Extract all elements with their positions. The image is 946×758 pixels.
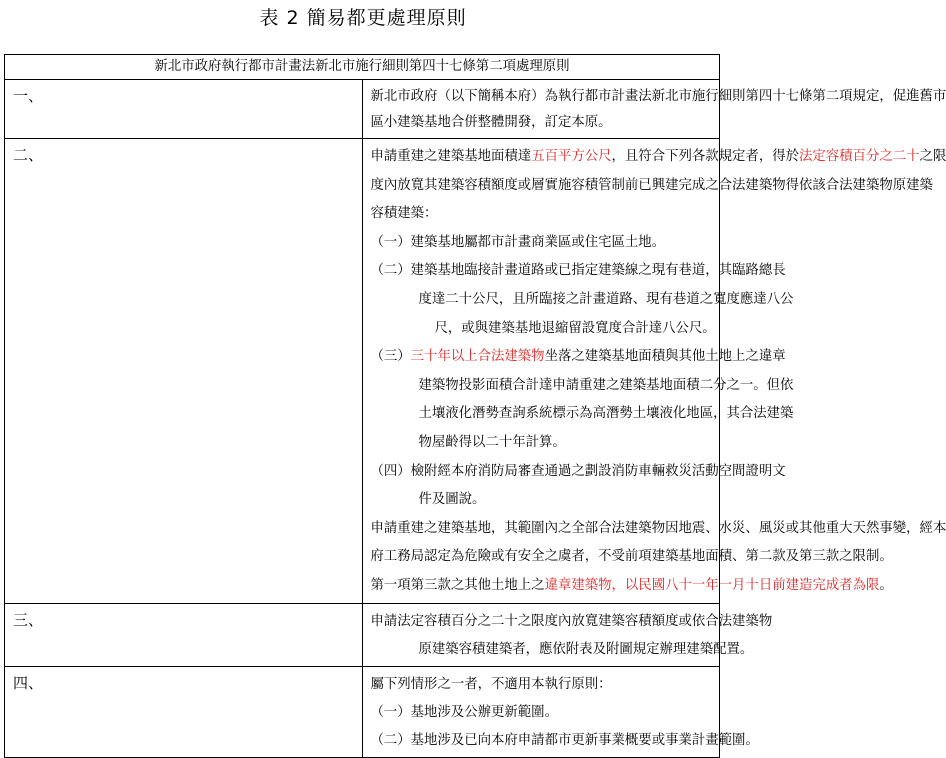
- item-4-cont: 件及圖說。: [418, 492, 486, 508]
- item-3-cont: 物屋齡得以二十年計算。: [418, 434, 566, 450]
- row-content: [362, 80, 946, 139]
- row-content: [362, 666, 759, 757]
- text-line: 原建築容積建築者，應依附表及附圖規定辦理建築配置。: [418, 641, 754, 657]
- paragraph: 申請重建之建築基地，其範圍內之全部合法建築物因地震、水災、風災或其他重大天然事變，經本: [370, 520, 946, 536]
- item-1: （一）基地涉及公辦更新範圍。: [370, 704, 558, 720]
- text-line: 區小建築基地合併整體開發，訂定本原。: [370, 115, 612, 130]
- text-line: 申請重建之建築基地面積達五百平方公尺，且符合下列各款規定者，得於法定容積百分之二十之限: [370, 149, 946, 164]
- paragraph: 第一項第三款之其他土地上之違章建築物，以民國八十一年一月十日前建造完成者為限。: [370, 577, 893, 593]
- highlight-text: 五百平方公尺: [531, 149, 612, 164]
- row-content: [362, 139, 946, 604]
- table-row: [5, 666, 720, 757]
- item-2: （二）建築基地臨接計畫道路或已指定建築線之現有巷道，其臨路總長: [370, 263, 786, 279]
- page-title: 表 2 簡易都更處理原則: [259, 7, 467, 29]
- table-header-row: [5, 55, 720, 80]
- item-3-cont: 建築物投影面積合計達申請重建之建築基地面積二分之一。但依: [418, 377, 794, 393]
- item-2: （二）基地涉及已向本府申請都市更新事業概要或事業計畫範圍。: [370, 732, 759, 748]
- row-number: 三、: [5, 603, 363, 666]
- table-row: [5, 80, 720, 139]
- table-row: [5, 603, 720, 666]
- item-3-cont: 土壤液化潛勢查詢系統標示為高潛勢土壤液化地區，其合法建築: [418, 406, 794, 422]
- principles-table: [4, 54, 946, 758]
- item-1: （一）建築基地屬都市計畫商業區或住宅區土地。: [370, 234, 666, 250]
- text-line: 屬下列情形之一者，不適用本執行原則：: [370, 676, 612, 692]
- row-number: 二、: [5, 139, 363, 604]
- row-number: 四、: [5, 666, 363, 757]
- item-3: （三）三十年以上合法建築物坐落之建築基地面積與其他土地上之違章: [370, 349, 786, 365]
- highlight-text: 法定容積百分之二十: [799, 149, 920, 164]
- text-line: 申請法定容積百分之二十之限度內放寬建築容積額度或依合法建築物: [370, 613, 773, 629]
- item-2-cont: 尺，或與建築基地退縮留設寬度合計達八公尺。: [434, 320, 716, 336]
- text-line: 容積建築：: [370, 206, 438, 222]
- table-header: 新北市政府執行都市計畫法新北市施行細則第四十七條第二項處理原則: [5, 55, 720, 80]
- text-line: 新北市政府（以下簡稱本府）為執行都市計畫法新北市施行細則第四十七條第二項規定，促進舊市: [370, 89, 946, 104]
- row-number: 一、: [5, 80, 363, 139]
- item-4: （四）檢附經本府消防局審查通過之劃設消防車輛救災活動空間證明文: [370, 463, 786, 479]
- highlight-text: 三十年以上合法建築物: [410, 349, 545, 365]
- table-row: [5, 139, 720, 604]
- paragraph: 府工務局認定為危險或有安全之虞者，不受前項建築基地面積、第二款及第三款之限制。: [370, 549, 893, 565]
- row-content: [362, 603, 773, 666]
- item-2-cont: 度達二十公尺，且所臨接之計畫道路、現有巷道之寬度應達八公: [418, 291, 794, 307]
- text-line: 度內放寬其建築容積額度或層實施容積管制前已興建完成之合法建築物得依該合法建築物原建築: [370, 177, 933, 193]
- highlight-text: 違章建築物，以民國八十一年一月十日前建造完成者為限: [544, 577, 880, 593]
